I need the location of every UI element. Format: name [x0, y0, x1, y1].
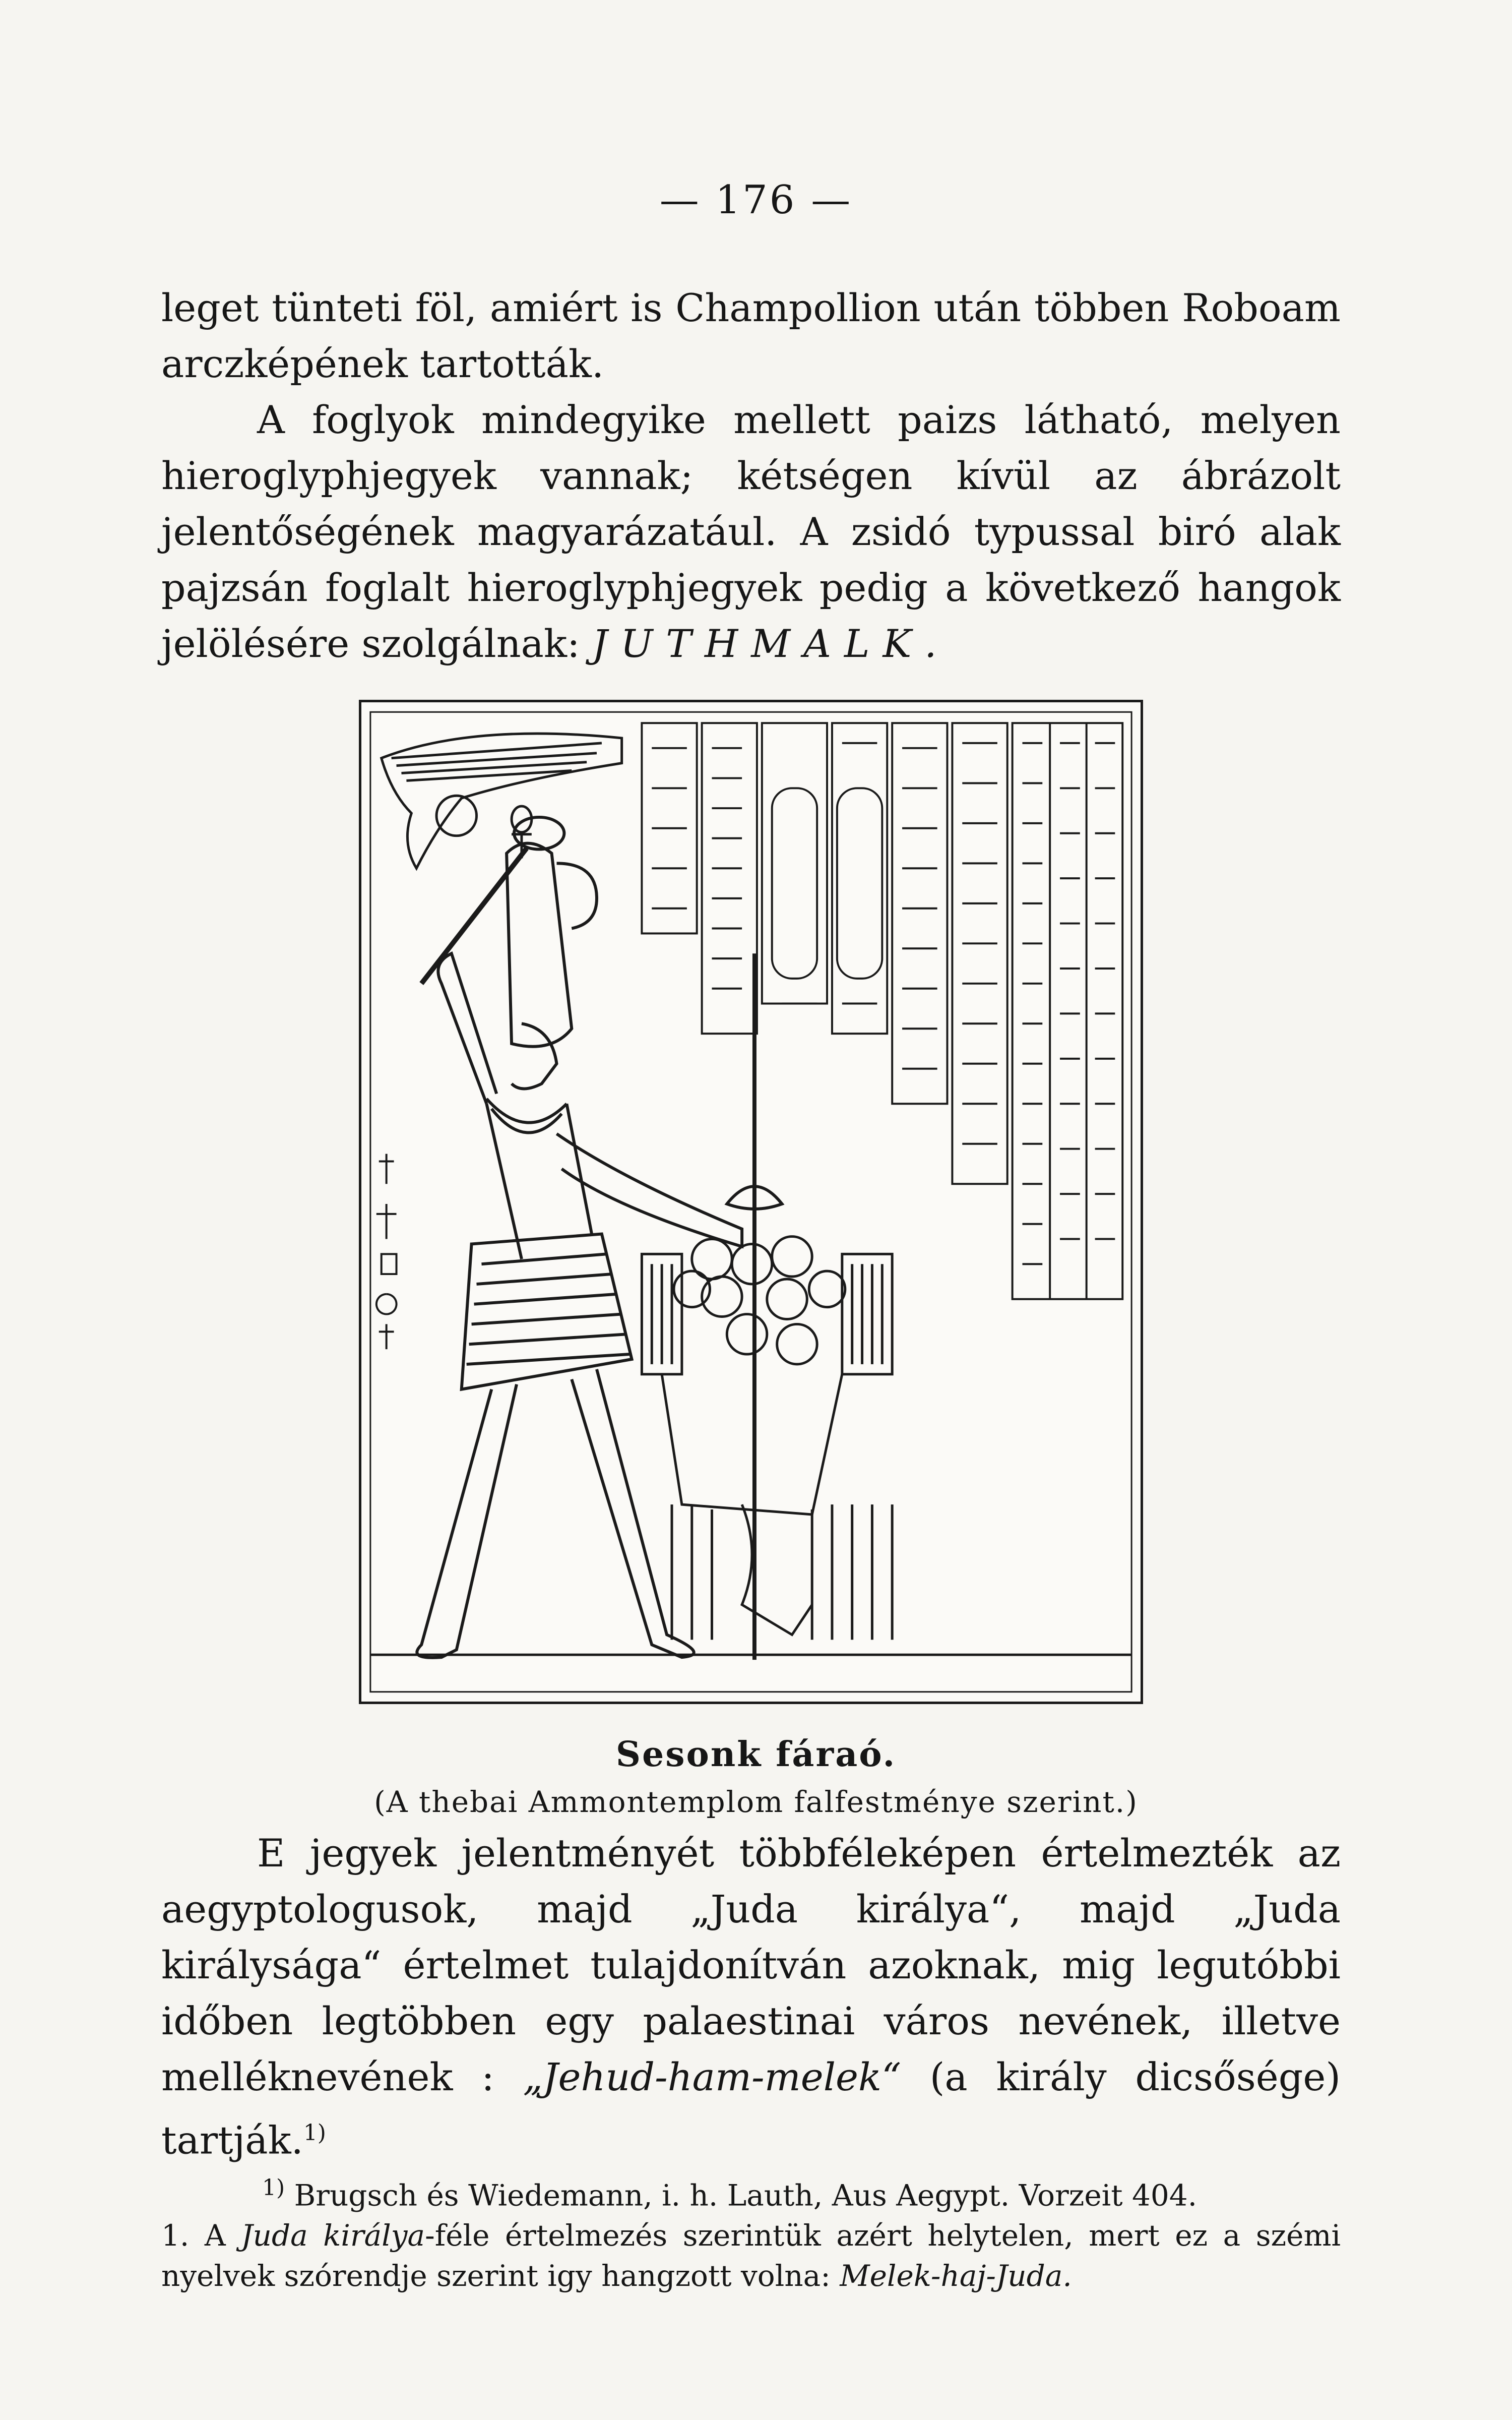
- pharaoh-figure: [417, 817, 782, 1660]
- paragraph-3-text-end: (a király dicsősége) tartják.: [161, 2054, 1341, 2163]
- footnote-2-italic: Juda királya: [241, 2218, 425, 2253]
- hieroglyph-columns: [642, 723, 1122, 1299]
- illustration-frame: [359, 700, 1143, 1704]
- footnote-2: [161, 2215, 1341, 2296]
- paragraph-3: [161, 1825, 1341, 2168]
- figure-caption-subtitle: (A thebai Ammontemplom falfestménye szerint.): [374, 1785, 1138, 1819]
- footnote-1: [161, 2168, 1341, 2215]
- transliteration: JUTHMALK.: [592, 621, 950, 666]
- paragraph-1: leget tünteti föl, amiért is Champollion után többen Roboam arczképének tartották.: [161, 285, 1341, 386]
- footnote-2-text-middle: -féle értelmezés szerintük azért helytelen, mert ez a szémi nyelvek szórendje szerint igy hangzott volna:: [161, 2218, 1341, 2293]
- paragraph-3-text: E jegyek jelentményét többféleképen értelmezték az aegyptologusok, majd „Juda királya“, majd „Juda királysága“ értelmet tulajdonítván azoknak, mig legutóbbi időben legtöbben egy palaestinai város nevének, illetve melléknevének :: [161, 1831, 1341, 2099]
- side-glyphs-icon: [376, 1154, 397, 1349]
- vulture-icon: [382, 734, 622, 868]
- footnote-1-mark: 1): [262, 2175, 285, 2201]
- body-text-top: [161, 280, 1341, 672]
- footnote-2-text-start: 1. A: [161, 2218, 241, 2253]
- footnotes: [161, 2168, 1341, 2296]
- page-number: — 176 —: [659, 177, 853, 223]
- paragraph-2: [161, 392, 1341, 672]
- footnote-2-italic-end: Melek-haj-Juda.: [840, 2259, 1072, 2293]
- paragraph-2-text: A foglyok mindegyike mellett paizs látható, melyen hieroglyphjegyek vannak; kétségen kívül az ábrázolt jelentőségének magyarázatául. A zsidó typussal biró alak pajzsán foglalt hieroglyphjegyek pedig a következő hangok jelölésére szolgálnak:: [161, 397, 1341, 666]
- paragraph-3-italic: „Jehud-ham-melek“: [523, 2054, 901, 2099]
- hieroglyph-marks: [652, 743, 1115, 1264]
- footnote-reference: 1): [303, 2120, 326, 2146]
- figure-caption-title: Sesonk fáraó.: [615, 1734, 897, 1775]
- body-text-bottom: [161, 1825, 1341, 2168]
- captives-group: [642, 1237, 892, 1640]
- pharaoh-illustration: [361, 702, 1141, 1702]
- footnote-1-text: Brugsch és Wiedemann, i. h. Lauth, Aus Aegypt. Vorzeit 404.: [285, 2178, 1198, 2213]
